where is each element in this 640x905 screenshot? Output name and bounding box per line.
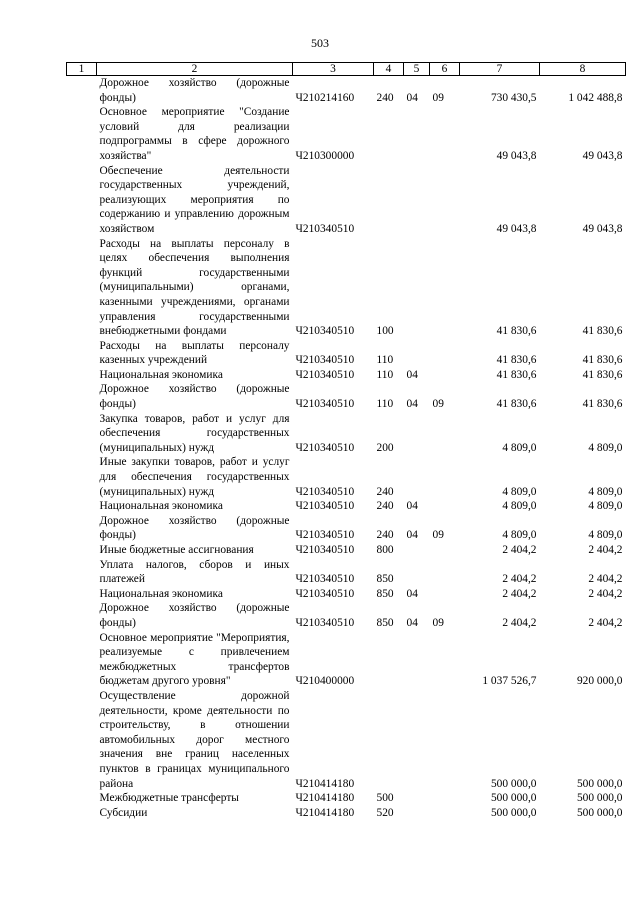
row-value-8: 41 830,6 bbox=[582, 398, 623, 411]
header-col-3: 3 bbox=[293, 63, 374, 76]
table-row bbox=[67, 76, 626, 106]
row-col-5 bbox=[404, 237, 430, 339]
row-name: Дорожное хозяйство (дорожные фонды) bbox=[99, 602, 290, 629]
table-row bbox=[67, 237, 626, 339]
row-code: Ч210300000 bbox=[295, 149, 355, 162]
row-col-6 bbox=[430, 105, 460, 163]
row-col-4: 520 bbox=[376, 806, 394, 819]
row-col-5 bbox=[404, 105, 430, 163]
row-value-7: 500 000,0 bbox=[490, 806, 537, 819]
row-col-1 bbox=[67, 76, 97, 106]
row-col-1 bbox=[67, 499, 97, 514]
row-col-6 bbox=[430, 368, 460, 383]
table-row bbox=[67, 587, 626, 602]
row-col-4: 110 bbox=[376, 354, 394, 367]
row-col-4 bbox=[374, 631, 404, 689]
row-col-6 bbox=[430, 791, 460, 806]
row-name: Расходы на выплаты персоналу казенных учреждений bbox=[99, 339, 290, 367]
row-name: Национальная экономика bbox=[99, 368, 223, 381]
row-col-1 bbox=[67, 164, 97, 237]
row-col-6: 09 bbox=[432, 529, 444, 542]
row-value-7: 41 830,6 bbox=[496, 398, 537, 411]
header-col-5: 5 bbox=[404, 63, 430, 76]
row-col-5: 04 bbox=[406, 91, 418, 104]
row-col-4 bbox=[374, 689, 404, 791]
row-col-4: 100 bbox=[376, 325, 394, 338]
row-col-5: 04 bbox=[406, 616, 418, 629]
row-value-8: 41 830,6 bbox=[582, 325, 623, 338]
row-code: Ч210340510 bbox=[295, 441, 355, 454]
row-col-4: 110 bbox=[376, 368, 394, 381]
row-col-4: 240 bbox=[376, 485, 394, 498]
row-value-7: 2 404,2 bbox=[502, 544, 537, 556]
row-value-7: 500 000,0 bbox=[490, 792, 537, 805]
row-code: Ч210340510 bbox=[295, 573, 355, 586]
row-col-4 bbox=[374, 105, 404, 163]
row-col-4: 240 bbox=[376, 500, 394, 513]
row-name: Дорожное хозяйство (дорожные фонды) bbox=[99, 77, 290, 104]
row-name: Закупка товаров, работ и услуг для обеспечения государственных (муниципальных) нужд bbox=[99, 412, 290, 454]
row-col-5 bbox=[404, 339, 430, 368]
row-col-6: 09 bbox=[432, 91, 444, 104]
row-value-7: 1 037 526,7 bbox=[482, 675, 537, 688]
row-code: Ч210340510 bbox=[295, 544, 355, 556]
row-col-1 bbox=[67, 412, 97, 456]
table-row bbox=[67, 601, 626, 630]
row-value-7: 41 830,6 bbox=[496, 325, 537, 338]
row-value-8: 4 809,0 bbox=[588, 529, 623, 542]
table-row bbox=[67, 689, 626, 791]
row-col-5: 04 bbox=[406, 500, 418, 513]
row-col-5: 04 bbox=[406, 398, 418, 411]
row-code: Ч210340510 bbox=[295, 398, 355, 411]
table-row bbox=[67, 499, 626, 514]
header-col-4: 4 bbox=[374, 63, 404, 76]
table-row bbox=[67, 339, 626, 368]
row-value-8: 1 042 488,8 bbox=[568, 91, 623, 104]
row-value-7: 4 809,0 bbox=[502, 441, 537, 454]
row-col-1 bbox=[67, 587, 97, 602]
row-code: Ч210400000 bbox=[295, 675, 355, 688]
row-value-7: 41 830,6 bbox=[496, 368, 537, 381]
header-col-2: 2 bbox=[97, 63, 293, 76]
row-col-6: 09 bbox=[432, 398, 444, 411]
row-col-4: 200 bbox=[376, 441, 394, 454]
row-col-1 bbox=[67, 368, 97, 383]
row-col-1 bbox=[67, 514, 97, 543]
row-name: Обеспечение деятельности государственных учреждений, реализующих мероприятия по содержанию и управлению дорожным хозяйством bbox=[99, 164, 290, 235]
row-col-6 bbox=[430, 806, 460, 821]
row-col-6 bbox=[430, 237, 460, 339]
row-code: Ч210414180 bbox=[295, 806, 355, 819]
row-code: Ч210340510 bbox=[295, 529, 355, 542]
row-col-1 bbox=[67, 791, 97, 806]
row-col-5 bbox=[404, 689, 430, 791]
row-value-8: 2 404,2 bbox=[588, 573, 623, 586]
row-name: Межбюджетные трансферты bbox=[99, 792, 239, 805]
row-col-1 bbox=[67, 689, 97, 791]
row-col-6 bbox=[430, 689, 460, 791]
row-col-6 bbox=[430, 499, 460, 514]
row-code: Ч210340510 bbox=[295, 325, 355, 338]
row-col-5 bbox=[404, 631, 430, 689]
row-col-4: 500 bbox=[376, 792, 394, 805]
row-col-6 bbox=[430, 543, 460, 558]
header-col-6: 6 bbox=[430, 63, 460, 76]
row-value-8: 49 043,8 bbox=[582, 149, 623, 162]
row-col-1 bbox=[67, 558, 97, 587]
row-col-4: 240 bbox=[376, 529, 394, 542]
row-value-8: 500 000,0 bbox=[576, 777, 623, 790]
table-row bbox=[67, 631, 626, 689]
row-name: Дорожное хозяйство (дорожные фонды) bbox=[99, 514, 290, 542]
row-col-5 bbox=[404, 455, 430, 499]
table-row bbox=[67, 806, 626, 821]
table-header-row bbox=[67, 63, 626, 76]
row-name: Иные закупки товаров, работ и услуг для обеспечения государственных (муниципальных) нужд bbox=[99, 456, 290, 498]
row-name: Уплата налогов, сборов и иных платежей bbox=[99, 558, 290, 586]
row-col-1 bbox=[67, 382, 97, 411]
row-value-7: 2 404,2 bbox=[502, 573, 537, 586]
row-value-7: 4 809,0 bbox=[502, 485, 537, 498]
row-col-5 bbox=[404, 164, 430, 237]
row-value-7: 4 809,0 bbox=[502, 500, 537, 513]
row-code: Ч210340510 bbox=[295, 222, 355, 235]
table-row bbox=[67, 164, 626, 237]
table-row bbox=[67, 382, 626, 411]
row-value-7: 500 000,0 bbox=[490, 777, 537, 790]
row-code: Ч210340510 bbox=[295, 587, 355, 600]
table-row bbox=[67, 558, 626, 587]
row-col-1 bbox=[67, 806, 97, 821]
budget-table bbox=[66, 62, 626, 820]
row-name: Национальная экономика bbox=[99, 587, 223, 600]
table-row bbox=[67, 791, 626, 806]
row-value-8: 2 404,2 bbox=[588, 616, 623, 629]
row-col-6 bbox=[430, 339, 460, 368]
row-col-1 bbox=[67, 455, 97, 499]
row-col-4: 110 bbox=[376, 398, 394, 411]
row-value-8: 41 830,6 bbox=[582, 368, 623, 381]
row-col-1 bbox=[67, 601, 97, 630]
row-value-8: 4 809,0 bbox=[588, 500, 623, 513]
row-code: Ч210340510 bbox=[295, 616, 355, 629]
row-value-8: 2 404,2 bbox=[588, 587, 623, 600]
row-value-7: 41 830,6 bbox=[496, 354, 537, 367]
row-col-4: 850 bbox=[376, 616, 394, 629]
row-value-7: 4 809,0 bbox=[502, 529, 537, 542]
table-row bbox=[67, 514, 626, 543]
table-row bbox=[67, 105, 626, 163]
row-name: Основное мероприятие "Мероприятия, реализуемые с привлечением межбюджетных трансфертов бюджетам другого уровня" bbox=[99, 631, 290, 688]
row-value-8: 41 830,6 bbox=[582, 354, 623, 367]
row-col-5 bbox=[404, 543, 430, 558]
row-col-6 bbox=[430, 631, 460, 689]
row-code: Ч210414180 bbox=[295, 792, 355, 805]
row-value-7: 730 430,5 bbox=[490, 91, 537, 104]
page-number: 503 bbox=[311, 36, 329, 50]
row-name: Дорожное хозяйство (дорожные фонды) bbox=[99, 383, 290, 411]
row-code: Ч210214160 bbox=[295, 91, 355, 104]
row-value-7: 49 043,8 bbox=[496, 149, 537, 162]
row-code: Ч210340510 bbox=[295, 500, 355, 513]
row-value-7: 2 404,2 bbox=[502, 587, 537, 600]
row-col-6 bbox=[430, 164, 460, 237]
row-col-5 bbox=[404, 791, 430, 806]
row-code: Ч210340510 bbox=[295, 485, 355, 498]
row-value-8: 4 809,0 bbox=[588, 441, 623, 454]
table-row bbox=[67, 368, 626, 383]
row-code: Ч210340510 bbox=[295, 354, 355, 367]
row-name: Национальная экономика bbox=[99, 500, 223, 513]
row-col-6 bbox=[430, 558, 460, 587]
row-col-4: 240 bbox=[376, 91, 394, 104]
row-col-6: 09 bbox=[432, 616, 444, 629]
table-row bbox=[67, 543, 626, 558]
row-value-8: 500 000,0 bbox=[576, 806, 623, 819]
row-col-6 bbox=[430, 587, 460, 602]
row-col-5 bbox=[404, 412, 430, 456]
row-col-5 bbox=[404, 806, 430, 821]
row-col-1 bbox=[67, 631, 97, 689]
row-value-8: 4 809,0 bbox=[588, 485, 623, 498]
row-col-1 bbox=[67, 543, 97, 558]
row-code: Ч210340510 bbox=[295, 368, 355, 381]
row-value-8: 500 000,0 bbox=[576, 792, 623, 805]
row-col-4: 850 bbox=[376, 573, 394, 586]
table-row bbox=[67, 455, 626, 499]
row-col-1 bbox=[67, 339, 97, 368]
row-col-5: 04 bbox=[406, 529, 418, 542]
row-value-8: 920 000,0 bbox=[576, 675, 623, 688]
row-col-6 bbox=[430, 412, 460, 456]
row-col-4 bbox=[374, 164, 404, 237]
row-col-5: 04 bbox=[406, 587, 418, 600]
header-col-7: 7 bbox=[460, 63, 540, 76]
row-name: Расходы на выплаты персоналу в целях обеспечения выполнения функций государственными (муниципальными) органами, казенными учреждениями, органами управления государственными внебюджетными фондами bbox=[99, 237, 290, 338]
table-body bbox=[67, 76, 626, 821]
row-name: Основное мероприятие "Создание условий для реализации подпрограммы в сфере дорожного хозяйства" bbox=[99, 106, 290, 162]
header-col-8: 8 bbox=[540, 63, 626, 76]
row-value-7: 2 404,2 bbox=[502, 616, 537, 629]
row-col-4: 800 bbox=[376, 544, 394, 556]
row-col-6 bbox=[430, 455, 460, 499]
row-name: Субсидии bbox=[99, 806, 148, 819]
row-value-7: 49 043,8 bbox=[496, 222, 537, 235]
table-row bbox=[67, 412, 626, 456]
row-col-1 bbox=[67, 237, 97, 339]
row-value-8: 49 043,8 bbox=[582, 222, 623, 235]
row-code: Ч210414180 bbox=[295, 777, 355, 790]
row-value-8: 2 404,2 bbox=[588, 544, 623, 556]
row-name: Осуществление дорожной деятельности, кроме деятельности по строительству, в отношении автомобильных дорог местного значения вне границ населенных пунктов в границах муниципального района bbox=[99, 689, 290, 790]
row-col-5: 04 bbox=[406, 368, 418, 381]
header-col-1: 1 bbox=[67, 63, 97, 76]
row-name: Иные бюджетные ассигнования bbox=[99, 544, 254, 556]
row-col-5 bbox=[404, 558, 430, 587]
row-col-4: 850 bbox=[376, 587, 394, 600]
row-col-1 bbox=[67, 105, 97, 163]
